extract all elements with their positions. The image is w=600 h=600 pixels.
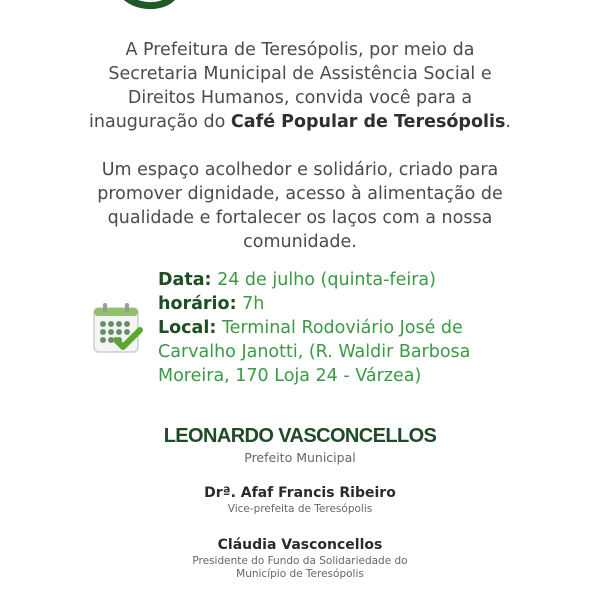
invitation-line: A Prefeitura de Teresópolis, por meio da: [125, 40, 475, 60]
event-date-row: [158, 268, 470, 292]
president-name: Cláudia Vasconcellos: [217, 537, 383, 553]
time-label: horário:: [158, 294, 237, 314]
date-label: Data:: [158, 270, 212, 290]
date-value: 24 de julho (quinta-feira): [217, 270, 436, 290]
invitation-paragraph: [0, 38, 600, 134]
description-line: promover dignidade, acesso à alimentação de: [97, 184, 503, 204]
location-label: Local:: [158, 318, 217, 338]
invitation-period: .: [505, 112, 511, 132]
location-line: Carvalho Janotti, (R. Waldir Barbosa: [158, 342, 471, 362]
description-line: qualidade e fortalecer os laços com a nossa: [107, 208, 493, 228]
vice-mayor-title: Vice-prefeita de Teresópolis: [227, 503, 373, 515]
invitation-line: [0, 110, 600, 134]
location-value: Terminal Rodoviário José de: [221, 318, 463, 338]
calendar-check-icon: [92, 302, 146, 358]
invitation-line: Direitos Humanos, convida você para a: [127, 88, 473, 108]
event-time-row: [158, 292, 470, 316]
location-line: Moreira, 170 Loja 24 - Várzea): [158, 366, 422, 386]
description-line: comunidade.: [243, 232, 357, 252]
time-value: 7h: [242, 294, 265, 314]
president-title: [0, 555, 600, 581]
president-title-line: Município de Teresópolis: [236, 568, 364, 580]
mayor-name: LEONARDO VASCONCELLOS: [163, 425, 437, 447]
event-details: [158, 268, 470, 388]
cafe-name: Café Popular de Teresópolis: [230, 112, 506, 132]
description-line: Um espaço acolhedor e solidário, criado para: [101, 160, 499, 180]
invitation-text: inauguração do: [89, 112, 231, 132]
president-title-line: Presidente do Fundo da Solidariedade do: [192, 555, 408, 567]
vice-mayor-name: Drª. Afaf Francis Ribeiro: [204, 485, 396, 501]
mayor-title: Prefeito Municipal: [244, 450, 356, 465]
description-paragraph: [0, 158, 600, 254]
event-location-row: [158, 316, 470, 340]
logo-swoosh-icon: [100, 0, 190, 10]
invitation-line: Secretaria Municipal de Assistência Social e: [108, 64, 492, 84]
